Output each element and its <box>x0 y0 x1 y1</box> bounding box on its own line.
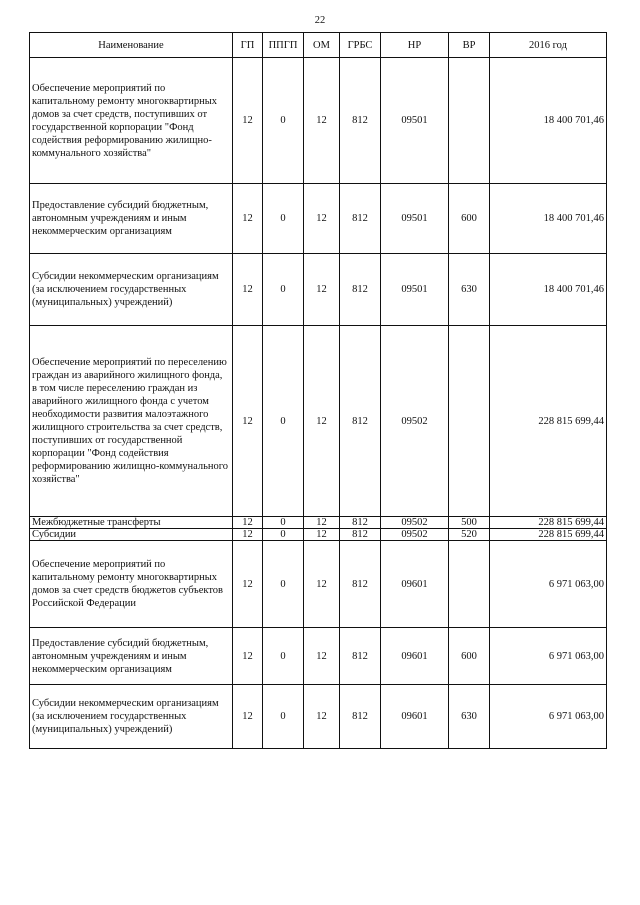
column-header-year: 2016 год <box>490 33 607 58</box>
row-grbs: 812 <box>340 541 381 628</box>
row-grbs: 812 <box>340 529 381 541</box>
row-name: Субсидии некоммерческим организациям (за исключением государственных (муниципальных) учреждений) <box>30 685 233 749</box>
budget-table <box>29 32 607 749</box>
row-nr: 09501 <box>381 254 449 326</box>
row-vr <box>449 326 490 517</box>
row-grbs: 812 <box>340 685 381 749</box>
row-vr: 630 <box>449 254 490 326</box>
column-header-gp: ГП <box>233 33 263 58</box>
row-om: 12 <box>304 58 340 184</box>
table-row <box>30 541 607 628</box>
row-name: Предоставление субсидий бюджетным, автономным учреждениям и иным некоммерческим организациям <box>30 184 233 254</box>
row-ppgp: 0 <box>263 529 304 541</box>
row-nr: 09501 <box>381 184 449 254</box>
row-ppgp: 0 <box>263 628 304 685</box>
row-grbs: 812 <box>340 517 381 529</box>
row-grbs: 812 <box>340 628 381 685</box>
row-amount: 6 971 063,00 <box>490 541 607 628</box>
row-vr <box>449 541 490 628</box>
row-gp: 12 <box>233 184 263 254</box>
row-amount: 228 815 699,44 <box>490 529 607 541</box>
row-name: Обеспечение мероприятий по капитальному ремонту многоквартирных домов за счет средств бюджетов субъектов Российской Федерации <box>30 541 233 628</box>
row-vr: 600 <box>449 184 490 254</box>
row-amount: 6 971 063,00 <box>490 628 607 685</box>
table-row <box>30 58 607 184</box>
row-vr <box>449 58 490 184</box>
column-header-om: ОМ <box>304 33 340 58</box>
row-name: Межбюджетные трансферты <box>30 517 233 529</box>
row-ppgp: 0 <box>263 685 304 749</box>
row-gp: 12 <box>233 529 263 541</box>
table-row <box>30 628 607 685</box>
row-om: 12 <box>304 685 340 749</box>
row-name: Субсидии некоммерческим организациям (за исключением государственных (муниципальных) учреждений) <box>30 254 233 326</box>
row-amount: 228 815 699,44 <box>490 517 607 529</box>
row-nr: 09601 <box>381 685 449 749</box>
row-om: 12 <box>304 184 340 254</box>
row-ppgp: 0 <box>263 184 304 254</box>
row-amount: 18 400 701,46 <box>490 184 607 254</box>
row-vr: 600 <box>449 628 490 685</box>
table-row <box>30 326 607 517</box>
row-vr: 520 <box>449 529 490 541</box>
row-gp: 12 <box>233 517 263 529</box>
row-ppgp: 0 <box>263 58 304 184</box>
page-number: 22 <box>314 15 326 26</box>
row-om: 12 <box>304 517 340 529</box>
row-grbs: 812 <box>340 254 381 326</box>
row-amount: 18 400 701,46 <box>490 58 607 184</box>
row-amount: 18 400 701,46 <box>490 254 607 326</box>
column-header-grbs: ГРБС <box>340 33 381 58</box>
row-om: 12 <box>304 254 340 326</box>
row-ppgp: 0 <box>263 326 304 517</box>
row-gp: 12 <box>233 58 263 184</box>
table-row <box>30 529 607 541</box>
row-name: Обеспечение мероприятий по переселению граждан из аварийного жилищного фонда, в том числе переселению граждан из аварийного жилищного фонда с учетом необходимости развития малоэтажного жилищного строительства за счет средств, поступивших от государственной корпорации "Фонд содействия реформированию жилищно-коммунального хозяйства" <box>30 326 233 517</box>
table-row <box>30 517 607 529</box>
row-gp: 12 <box>233 685 263 749</box>
row-name: Субсидии <box>30 529 233 541</box>
row-grbs: 812 <box>340 326 381 517</box>
row-gp: 12 <box>233 326 263 517</box>
row-nr: 09601 <box>381 541 449 628</box>
column-header-ppgp: ППГП <box>263 33 304 58</box>
row-nr: 09502 <box>381 529 449 541</box>
row-om: 12 <box>304 326 340 517</box>
row-gp: 12 <box>233 254 263 326</box>
row-nr: 09501 <box>381 58 449 184</box>
row-gp: 12 <box>233 541 263 628</box>
row-ppgp: 0 <box>263 517 304 529</box>
table-row <box>30 184 607 254</box>
row-nr: 09502 <box>381 326 449 517</box>
row-amount: 6 971 063,00 <box>490 685 607 749</box>
row-ppgp: 0 <box>263 541 304 628</box>
column-header-vr: ВР <box>449 33 490 58</box>
row-name: Предоставление субсидий бюджетным, автономным учреждениям и иным некоммерческим организациям <box>30 628 233 685</box>
row-nr: 09601 <box>381 628 449 685</box>
row-ppgp: 0 <box>263 254 304 326</box>
column-header-name: Наименование <box>30 33 233 58</box>
row-om: 12 <box>304 529 340 541</box>
row-gp: 12 <box>233 628 263 685</box>
row-vr: 500 <box>449 517 490 529</box>
row-om: 12 <box>304 628 340 685</box>
row-grbs: 812 <box>340 184 381 254</box>
table-row <box>30 254 607 326</box>
table-header-row <box>30 33 607 58</box>
row-nr: 09502 <box>381 517 449 529</box>
table-row <box>30 685 607 749</box>
row-vr: 630 <box>449 685 490 749</box>
row-name: Обеспечение мероприятий по капитальному ремонту многоквартирных домов за счет средств, поступивших от государственной корпорации "Фонд содействия реформированию жилищно-коммунального хозяйства" <box>30 58 233 184</box>
row-grbs: 812 <box>340 58 381 184</box>
column-header-nr: НР <box>381 33 449 58</box>
row-amount: 228 815 699,44 <box>490 326 607 517</box>
row-om: 12 <box>304 541 340 628</box>
